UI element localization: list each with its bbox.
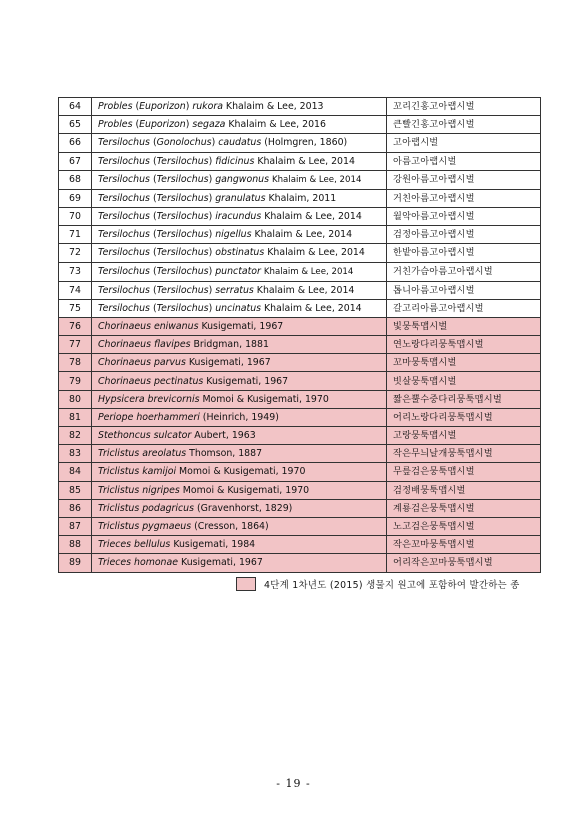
row-number: 73 (59, 262, 92, 281)
species-epithet: segaza (192, 119, 226, 131)
authority: Khalaim & Lee, 2014 (267, 247, 365, 259)
table-row (59, 134, 541, 152)
authority: Momoi & Kusigemati, 1970 (182, 484, 310, 496)
authority: Bridgman, 1881 (193, 339, 269, 351)
subgenus-name: Tersilochus (156, 247, 209, 259)
row-number: 82 (59, 427, 92, 445)
subgenus-name: Tersilochus (156, 155, 209, 167)
korean-name: 연노랑다리뭉툭맵시벌 (387, 336, 541, 354)
genus-name: Chorinaeus (98, 339, 151, 351)
species-epithet: pygmaeus (142, 521, 192, 533)
scientific-name-cell (92, 408, 387, 426)
korean-name: 강원아름고아랩시벌 (387, 170, 541, 189)
scientific-name-cell (92, 463, 387, 481)
korean-name: 작은꼬마뭉툭맵시벌 (387, 536, 541, 554)
genus-name: Periope (98, 411, 134, 423)
korean-name: 계룡검은뭉툭맵시벌 (387, 499, 541, 517)
scientific-name-cell: Tersilochus (Tersilochus) gangwonus Khalaim & Lee, 2014 (92, 170, 387, 189)
genus-name: Tersilochus (98, 229, 150, 241)
genus-name: Tersilochus (98, 265, 150, 277)
row-number: 78 (59, 354, 92, 372)
subgenus-name: Gonolochus (156, 137, 212, 149)
table-row (59, 372, 541, 390)
genus-name: Chorinaeus (98, 320, 151, 332)
table-row (59, 463, 541, 481)
korean-name: 짧은뿔수중다리뭉툭맵시벌 (387, 390, 541, 408)
korean-name: 고랑뭉툭맵시벌 (387, 427, 541, 445)
row-number: 77 (59, 336, 92, 354)
genus-name: Triclistus (98, 448, 140, 460)
korean-name: 꼬리긴홍고아랩시벌 (387, 98, 541, 116)
korean-name: 노고검은뭉툭맵시벌 (387, 517, 541, 535)
table-row (59, 189, 541, 207)
scientific-name-cell: Tersilochus (Tersilochus) nigellus Khalaim & Lee, 2014 (92, 226, 387, 244)
table-row (59, 427, 541, 445)
korean-name: 작은무늬날개뭉툭맵시벌 (387, 445, 541, 463)
species-epithet: homonae (134, 557, 179, 569)
species-epithet: areolatus (142, 448, 187, 460)
scientific-name-cell (92, 336, 387, 354)
table-row (59, 281, 541, 299)
scientific-name-cell (92, 554, 387, 572)
species-epithet: pectinatus (153, 375, 204, 387)
row-number: 75 (59, 299, 92, 317)
species-table-body (59, 98, 541, 573)
row-number: 66 (59, 134, 92, 152)
authority: Kusigemati, 1984 (173, 539, 256, 551)
table-row (59, 116, 541, 134)
species-epithet: uncinatus (215, 302, 262, 314)
genus-name: Tersilochus (98, 155, 150, 167)
korean-name: 큰빨긴홍고아랩시벌 (387, 116, 541, 134)
genus-name: Tersilochus (98, 173, 150, 185)
table-row (59, 336, 541, 354)
table-row (59, 152, 541, 170)
authority: (Gravenhorst, 1829) (196, 502, 293, 514)
species-epithet: punctator (215, 265, 261, 277)
korean-name: 어리노랑다리뭉툭맵시벌 (387, 408, 541, 426)
scientific-name-cell: Tersilochus (Tersilochus) punctator Khalaim & Lee, 2014 (92, 262, 387, 281)
genus-name: Tersilochus (98, 192, 150, 204)
subgenus-name: Tersilochus (156, 302, 209, 314)
table-row (59, 499, 541, 517)
species-epithet: gangwonus (215, 173, 269, 185)
scientific-name-cell (92, 427, 387, 445)
table-row (59, 481, 541, 499)
scientific-name-cell: Tersilochus (Tersilochus) serratus Khalaim & Lee, 2014 (92, 281, 387, 299)
korean-name: 어리작은꼬마뭉툭맵시벌 (387, 554, 541, 572)
table-row (59, 98, 541, 116)
table-row (59, 317, 541, 335)
genus-name: Trieces (98, 557, 132, 569)
scientific-name-cell: Probles (Euporizon) rukora Khalaim & Lee, 2013 (92, 98, 387, 116)
row-number: 81 (59, 408, 92, 426)
species-epithet: rukora (192, 101, 223, 113)
korean-name: 고아랩시벌 (387, 134, 541, 152)
authority: Khalaim & Lee, 2013 (225, 101, 324, 113)
genus-name: Triclistus (98, 466, 140, 478)
korean-name: 검정배뭉툭맵시벌 (387, 481, 541, 499)
table-row (59, 554, 541, 572)
table-row (59, 445, 541, 463)
species-epithet: bellulus (134, 539, 171, 551)
row-number: 68 (59, 170, 92, 189)
genus-name: Tersilochus (98, 302, 150, 314)
authority: (Holmgren, 1860) (264, 137, 348, 149)
species-epithet: serratus (215, 284, 254, 296)
genus-name: Probles (98, 119, 133, 131)
korean-name: 거친아름고아랩시벌 (387, 189, 541, 207)
authority: Momoi & Kusigemati, 1970 (202, 393, 329, 405)
authority: Khalaim & Lee, 2014 (271, 174, 362, 185)
scientific-name-cell: Tersilochus (Gonolochus) caudatus (Holmgren, 1860) (92, 134, 387, 152)
scientific-name-cell (92, 390, 387, 408)
table-row (59, 226, 541, 244)
row-number: 79 (59, 372, 92, 390)
species-epithet: hoerhammeri (136, 411, 200, 423)
subgenus-name: Euporizon (139, 101, 186, 113)
species-epithet: flavipes (153, 339, 191, 351)
table-row (59, 299, 541, 317)
species-epithet: fidicinus (215, 155, 255, 167)
scientific-name-cell (92, 499, 387, 517)
korean-name: 월악아름고아랩시벌 (387, 207, 541, 225)
row-number: 64 (59, 98, 92, 116)
row-number: 80 (59, 390, 92, 408)
species-epithet: obstinatus (215, 247, 265, 259)
row-number: 71 (59, 226, 92, 244)
row-number: 86 (59, 499, 92, 517)
authority: Aubert, 1963 (194, 430, 256, 442)
row-number: 69 (59, 189, 92, 207)
legend (236, 576, 520, 592)
genus-name: Triclistus (98, 502, 140, 514)
genus-name: Probles (98, 101, 133, 113)
species-epithet: nigripes (142, 484, 180, 496)
scientific-name-cell (92, 354, 387, 372)
korean-name: 톱니아름고아랩시벌 (387, 281, 541, 299)
legend-text: 4단계 1차년도 (2015) 생물지 원고에 포함하여 발간하는 종 (264, 580, 520, 591)
row-number: 76 (59, 317, 92, 335)
genus-name: Tersilochus (98, 137, 150, 149)
row-number: 65 (59, 116, 92, 134)
scientific-name-cell: Tersilochus (Tersilochus) obstinatus Khalaim & Lee, 2014 (92, 244, 387, 262)
row-number: 70 (59, 207, 92, 225)
korean-name: 아름고아랩시벌 (387, 152, 541, 170)
species-epithet: brevicornis (147, 393, 200, 405)
scientific-name-cell: Probles (Euporizon) segaza Khalaim & Lee, 2016 (92, 116, 387, 134)
authority: Khalaim & Lee, 2014 (264, 211, 362, 223)
scientific-name-cell (92, 481, 387, 499)
subgenus-name: Tersilochus (156, 229, 209, 241)
row-number: 67 (59, 152, 92, 170)
genus-name: Tersilochus (98, 247, 150, 259)
korean-name: 거친가슴아름고아랩시벌 (387, 262, 541, 281)
authority: Kusigemati, 1967 (206, 375, 289, 387)
authority: Khalaim & Lee, 2014 (254, 229, 353, 241)
scientific-name-cell (92, 517, 387, 535)
genus-name: Chorinaeus (98, 375, 151, 387)
row-number: 84 (59, 463, 92, 481)
row-number: 85 (59, 481, 92, 499)
species-epithet: parvus (153, 357, 186, 369)
row-number: 72 (59, 244, 92, 262)
species-epithet: iracundus (215, 211, 262, 223)
scientific-name-cell: Tersilochus (Tersilochus) fidicinus Khalaim & Lee, 2014 (92, 152, 387, 170)
authority: Kusigemati, 1967 (181, 557, 263, 569)
authority: Khalaim, 2011 (268, 192, 337, 204)
row-number: 87 (59, 517, 92, 535)
authority: Momoi & Kusigemati, 1970 (179, 466, 306, 478)
table-row (59, 536, 541, 554)
authority: Khalaim & Lee, 2014 (264, 302, 362, 314)
scientific-name-cell: Tersilochus (Tersilochus) granulatus Khalaim, 2011 (92, 189, 387, 207)
row-number: 74 (59, 281, 92, 299)
species-epithet: caudatus (218, 137, 262, 149)
subgenus-name: Tersilochus (156, 192, 209, 204)
korean-name: 무릎검은뭉툭맵시벌 (387, 463, 541, 481)
species-epithet: podagricus (142, 502, 194, 514)
authority: Kusigemati, 1967 (188, 357, 271, 369)
scientific-name-cell: Tersilochus (Tersilochus) iracundus Khalaim & Lee, 2014 (92, 207, 387, 225)
genus-name: Tersilochus (98, 211, 150, 223)
scientific-name-cell: Tersilochus (Tersilochus) uncinatus Khalaim & Lee, 2014 (92, 299, 387, 317)
subgenus-name: Tersilochus (156, 265, 209, 277)
korean-name: 검정아름고아랩시벌 (387, 226, 541, 244)
genus-name: Triclistus (98, 521, 140, 533)
row-number: 88 (59, 536, 92, 554)
table-row (59, 408, 541, 426)
table-row (59, 390, 541, 408)
species-epithet: nigellus (215, 229, 252, 241)
genus-name: Triclistus (98, 484, 140, 496)
authority: Khalaim & Lee, 2014 (256, 284, 355, 296)
genus-name: Tersilochus (98, 284, 150, 296)
table-row (59, 170, 541, 189)
table-row (59, 244, 541, 262)
table-row (59, 262, 541, 281)
scientific-name-cell (92, 536, 387, 554)
genus-name: Trieces (98, 539, 132, 551)
subgenus-name: Tersilochus (156, 173, 209, 185)
korean-name: 빛뭉툭맵시벌 (387, 317, 541, 335)
subgenus-name: Tersilochus (156, 284, 209, 296)
table-row (59, 517, 541, 535)
row-number: 89 (59, 554, 92, 572)
genus-name: Chorinaeus (98, 357, 151, 369)
row-number: 83 (59, 445, 92, 463)
species-epithet: sulcator (153, 430, 192, 442)
scientific-name-cell (92, 317, 387, 335)
species-table (58, 97, 541, 573)
species-epithet: granulatus (215, 192, 266, 204)
species-epithet: eniwanus (153, 320, 199, 332)
legend-swatch (236, 577, 256, 591)
korean-name: 갈고리아름고아랩시벌 (387, 299, 541, 317)
genus-name: Stethoncus (98, 430, 151, 442)
species-epithet: kamijoi (142, 466, 177, 478)
korean-name: 한밭아름고아랩시벌 (387, 244, 541, 262)
authority: Khalaim & Lee, 2014 (263, 266, 354, 277)
subgenus-name: Tersilochus (156, 211, 209, 223)
authority: Thomson, 1887 (189, 448, 263, 460)
genus-name: Hypsicera (98, 393, 145, 405)
korean-name: 빗살뭉툭맵시벌 (387, 372, 541, 390)
page-number: - 19 - (276, 777, 311, 790)
korean-name: 꼬마뭉툭맵시벌 (387, 354, 541, 372)
scientific-name-cell (92, 445, 387, 463)
authority: (Heinrich, 1949) (202, 411, 279, 423)
authority: (Cresson, 1864) (194, 521, 269, 533)
subgenus-name: Euporizon (139, 119, 186, 131)
table-row (59, 354, 541, 372)
authority: Khalaim & Lee, 2014 (257, 155, 355, 167)
authority: Khalaim & Lee, 2016 (228, 119, 326, 131)
table-row (59, 207, 541, 225)
authority: Kusigemati, 1967 (201, 320, 284, 332)
scientific-name-cell (92, 372, 387, 390)
